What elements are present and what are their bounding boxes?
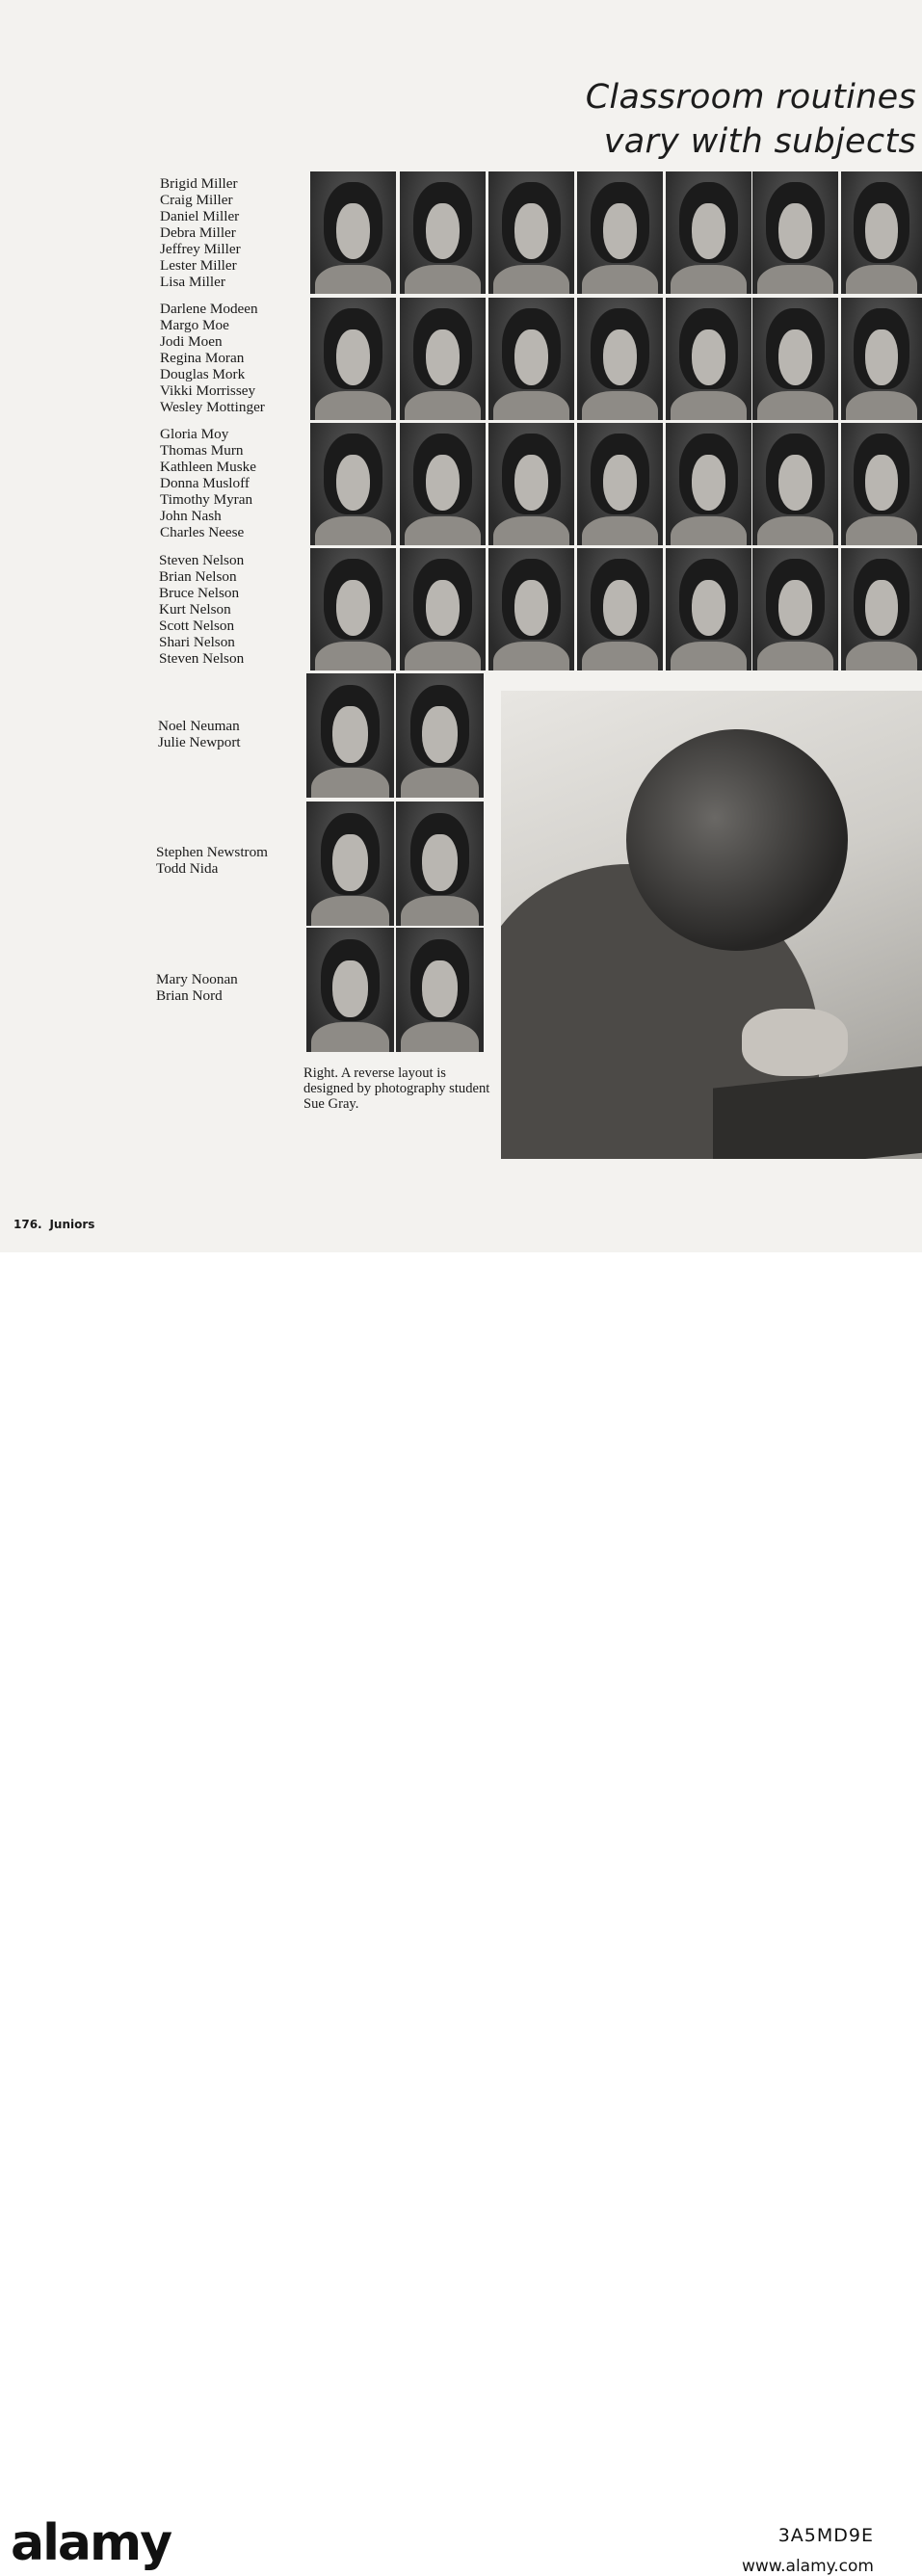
portrait-body [846,642,917,670]
portrait-body [401,896,478,926]
page-folio [13,1218,94,1231]
portrait-body [846,391,917,420]
portrait-face [514,329,549,385]
name-list-group-3 [160,426,256,540]
portrait-body [582,642,657,670]
student-name: Todd Nida [156,860,219,877]
student-portrait [666,548,751,670]
student-portrait [841,548,922,670]
portrait-face [865,455,898,511]
name-list-group-5 [158,718,241,750]
student-name: Jeffrey Miller [160,241,241,257]
student-portrait [488,548,574,670]
portrait-body [582,265,657,294]
portrait-face [865,203,898,259]
student-portrait [752,423,838,545]
student-portrait [488,298,574,420]
student-name: Noel Neuman [158,718,240,734]
portrait-body [315,391,390,420]
portrait-body [405,642,480,670]
portrait-body [757,391,832,420]
student-name: Craig Miller [160,192,233,208]
portrait-body [405,391,480,420]
featured-photo-head [626,729,848,951]
featured-photo-hand [742,1009,848,1076]
page-title [586,75,916,164]
portrait-body [671,516,746,545]
student-name: Thomas Murn [160,442,244,459]
site-url: www.alamy.com [741,2557,874,2576]
portrait-face [865,580,898,636]
student-name: Douglas Mork [160,366,246,382]
portrait-body [846,516,917,545]
name-list-group-4 [159,552,244,667]
student-name: John Nash [160,508,222,524]
student-portrait [752,298,838,420]
portrait-body [493,642,568,670]
student-name: Gloria Moy [160,426,229,442]
student-portrait [310,171,396,294]
student-name: Lisa Miller [160,274,225,290]
portrait-body [493,516,568,545]
portrait-body [671,391,746,420]
portrait-body [311,768,388,798]
portrait-face [778,580,813,636]
student-portrait [666,298,751,420]
portrait-body [671,642,746,670]
student-name: Julie Newport [158,734,241,750]
student-name: Kurt Nelson [159,601,231,618]
portrait-body [757,265,832,294]
portrait-face [692,580,726,636]
page-number: 176. [13,1218,42,1231]
student-portrait [306,928,394,1052]
portrait-body [846,265,917,294]
student-name: Daniel Miller [160,208,240,224]
portrait-face [778,203,813,259]
student-portrait [752,548,838,670]
portrait-body [493,391,568,420]
brand-logo: alamy [11,2514,171,2572]
portrait-face [336,203,371,259]
student-name: Lester Miller [160,257,237,274]
student-portrait [577,548,663,670]
student-name: Vikki Morrissey [160,382,256,399]
student-portrait [577,423,663,545]
portrait-body [757,516,832,545]
title-line-2: vary with subjects [603,122,916,161]
portrait-face [865,329,898,385]
student-portrait [577,298,663,420]
student-portrait [310,298,396,420]
portrait-face [332,706,367,763]
featured-photo [501,691,922,1159]
portrait-body [315,642,390,670]
portrait-face [426,455,461,511]
name-list-group-2 [160,301,265,415]
portrait-face [426,203,461,259]
portrait-body [582,391,657,420]
portrait-face [426,329,461,385]
student-portrait [666,423,751,545]
student-portrait [752,171,838,294]
portrait-body [311,896,388,926]
student-portrait [666,171,751,294]
student-name: Regina Moran [160,350,245,366]
student-name: Mary Noonan [156,971,238,987]
student-portrait [306,802,394,926]
portrait-body [405,516,480,545]
portrait-face [778,329,813,385]
student-portrait [841,298,922,420]
student-portrait [400,171,486,294]
student-portrait [396,673,484,798]
portrait-face [603,580,638,636]
portrait-face [426,580,461,636]
portrait-face [422,706,457,763]
student-portrait [577,171,663,294]
portrait-face [332,834,367,891]
portrait-body [311,1022,388,1052]
student-name: Bruce Nelson [159,585,240,601]
yearbook-page [0,0,922,1252]
student-portrait [488,423,574,545]
student-name: Darlene Modeen [160,301,258,317]
portrait-face [332,960,367,1017]
student-name: Kathleen Muske [160,459,256,475]
portrait-face [778,455,813,511]
photo-caption: Right. A reverse layout is designed by photography student Sue Gray. [303,1065,490,1112]
portrait-face [422,834,457,891]
name-list-group-7 [156,971,238,1004]
student-name: Steven Nelson [159,552,245,568]
student-name: Steven Nelson [159,650,245,667]
student-portrait [310,548,396,670]
portrait-face [422,960,457,1017]
portrait-body [405,265,480,294]
student-portrait [841,171,922,294]
portrait-body [401,1022,478,1052]
student-name: Margo Moe [160,317,229,333]
student-name: Scott Nelson [159,618,235,634]
portrait-face [603,329,638,385]
name-list-group-1 [160,175,241,290]
student-portrait [400,298,486,420]
student-name: Timothy Myran [160,491,253,508]
portrait-face [692,203,726,259]
portrait-body [315,516,390,545]
student-name: Donna Musloff [160,475,250,491]
portrait-face [336,455,371,511]
student-portrait [396,928,484,1052]
student-portrait [400,423,486,545]
portrait-face [514,203,549,259]
student-name: Brian Nelson [159,568,237,585]
portrait-face [692,455,726,511]
student-name: Brigid Miller [160,175,238,192]
student-portrait [396,802,484,926]
image-id: 3A5MD9E [777,2525,874,2546]
title-line-1: Classroom routines [585,78,916,117]
portrait-face [692,329,726,385]
student-name: Jodi Moen [160,333,223,350]
student-portrait [841,423,922,545]
portrait-face [336,329,371,385]
watermark-footer [0,1252,922,2576]
portrait-body [757,642,832,670]
portrait-body [493,265,568,294]
portrait-body [401,768,478,798]
student-portrait [488,171,574,294]
name-list-group-6 [156,844,268,877]
student-portrait [306,673,394,798]
student-portrait [310,423,396,545]
portrait-body [582,516,657,545]
student-name: Debra Miller [160,224,236,241]
student-name: Shari Nelson [159,634,235,650]
portrait-face [514,455,549,511]
section-name: Juniors [49,1218,95,1231]
student-portrait [400,548,486,670]
student-name: Wesley Mottinger [160,399,265,415]
portrait-face [336,580,371,636]
portrait-body [315,265,390,294]
student-name: Brian Nord [156,987,223,1004]
portrait-face [603,203,638,259]
portrait-body [671,265,746,294]
student-name: Stephen Newstrom [156,844,268,860]
student-name: Charles Neese [160,524,245,540]
portrait-face [603,455,638,511]
portrait-face [514,580,549,636]
